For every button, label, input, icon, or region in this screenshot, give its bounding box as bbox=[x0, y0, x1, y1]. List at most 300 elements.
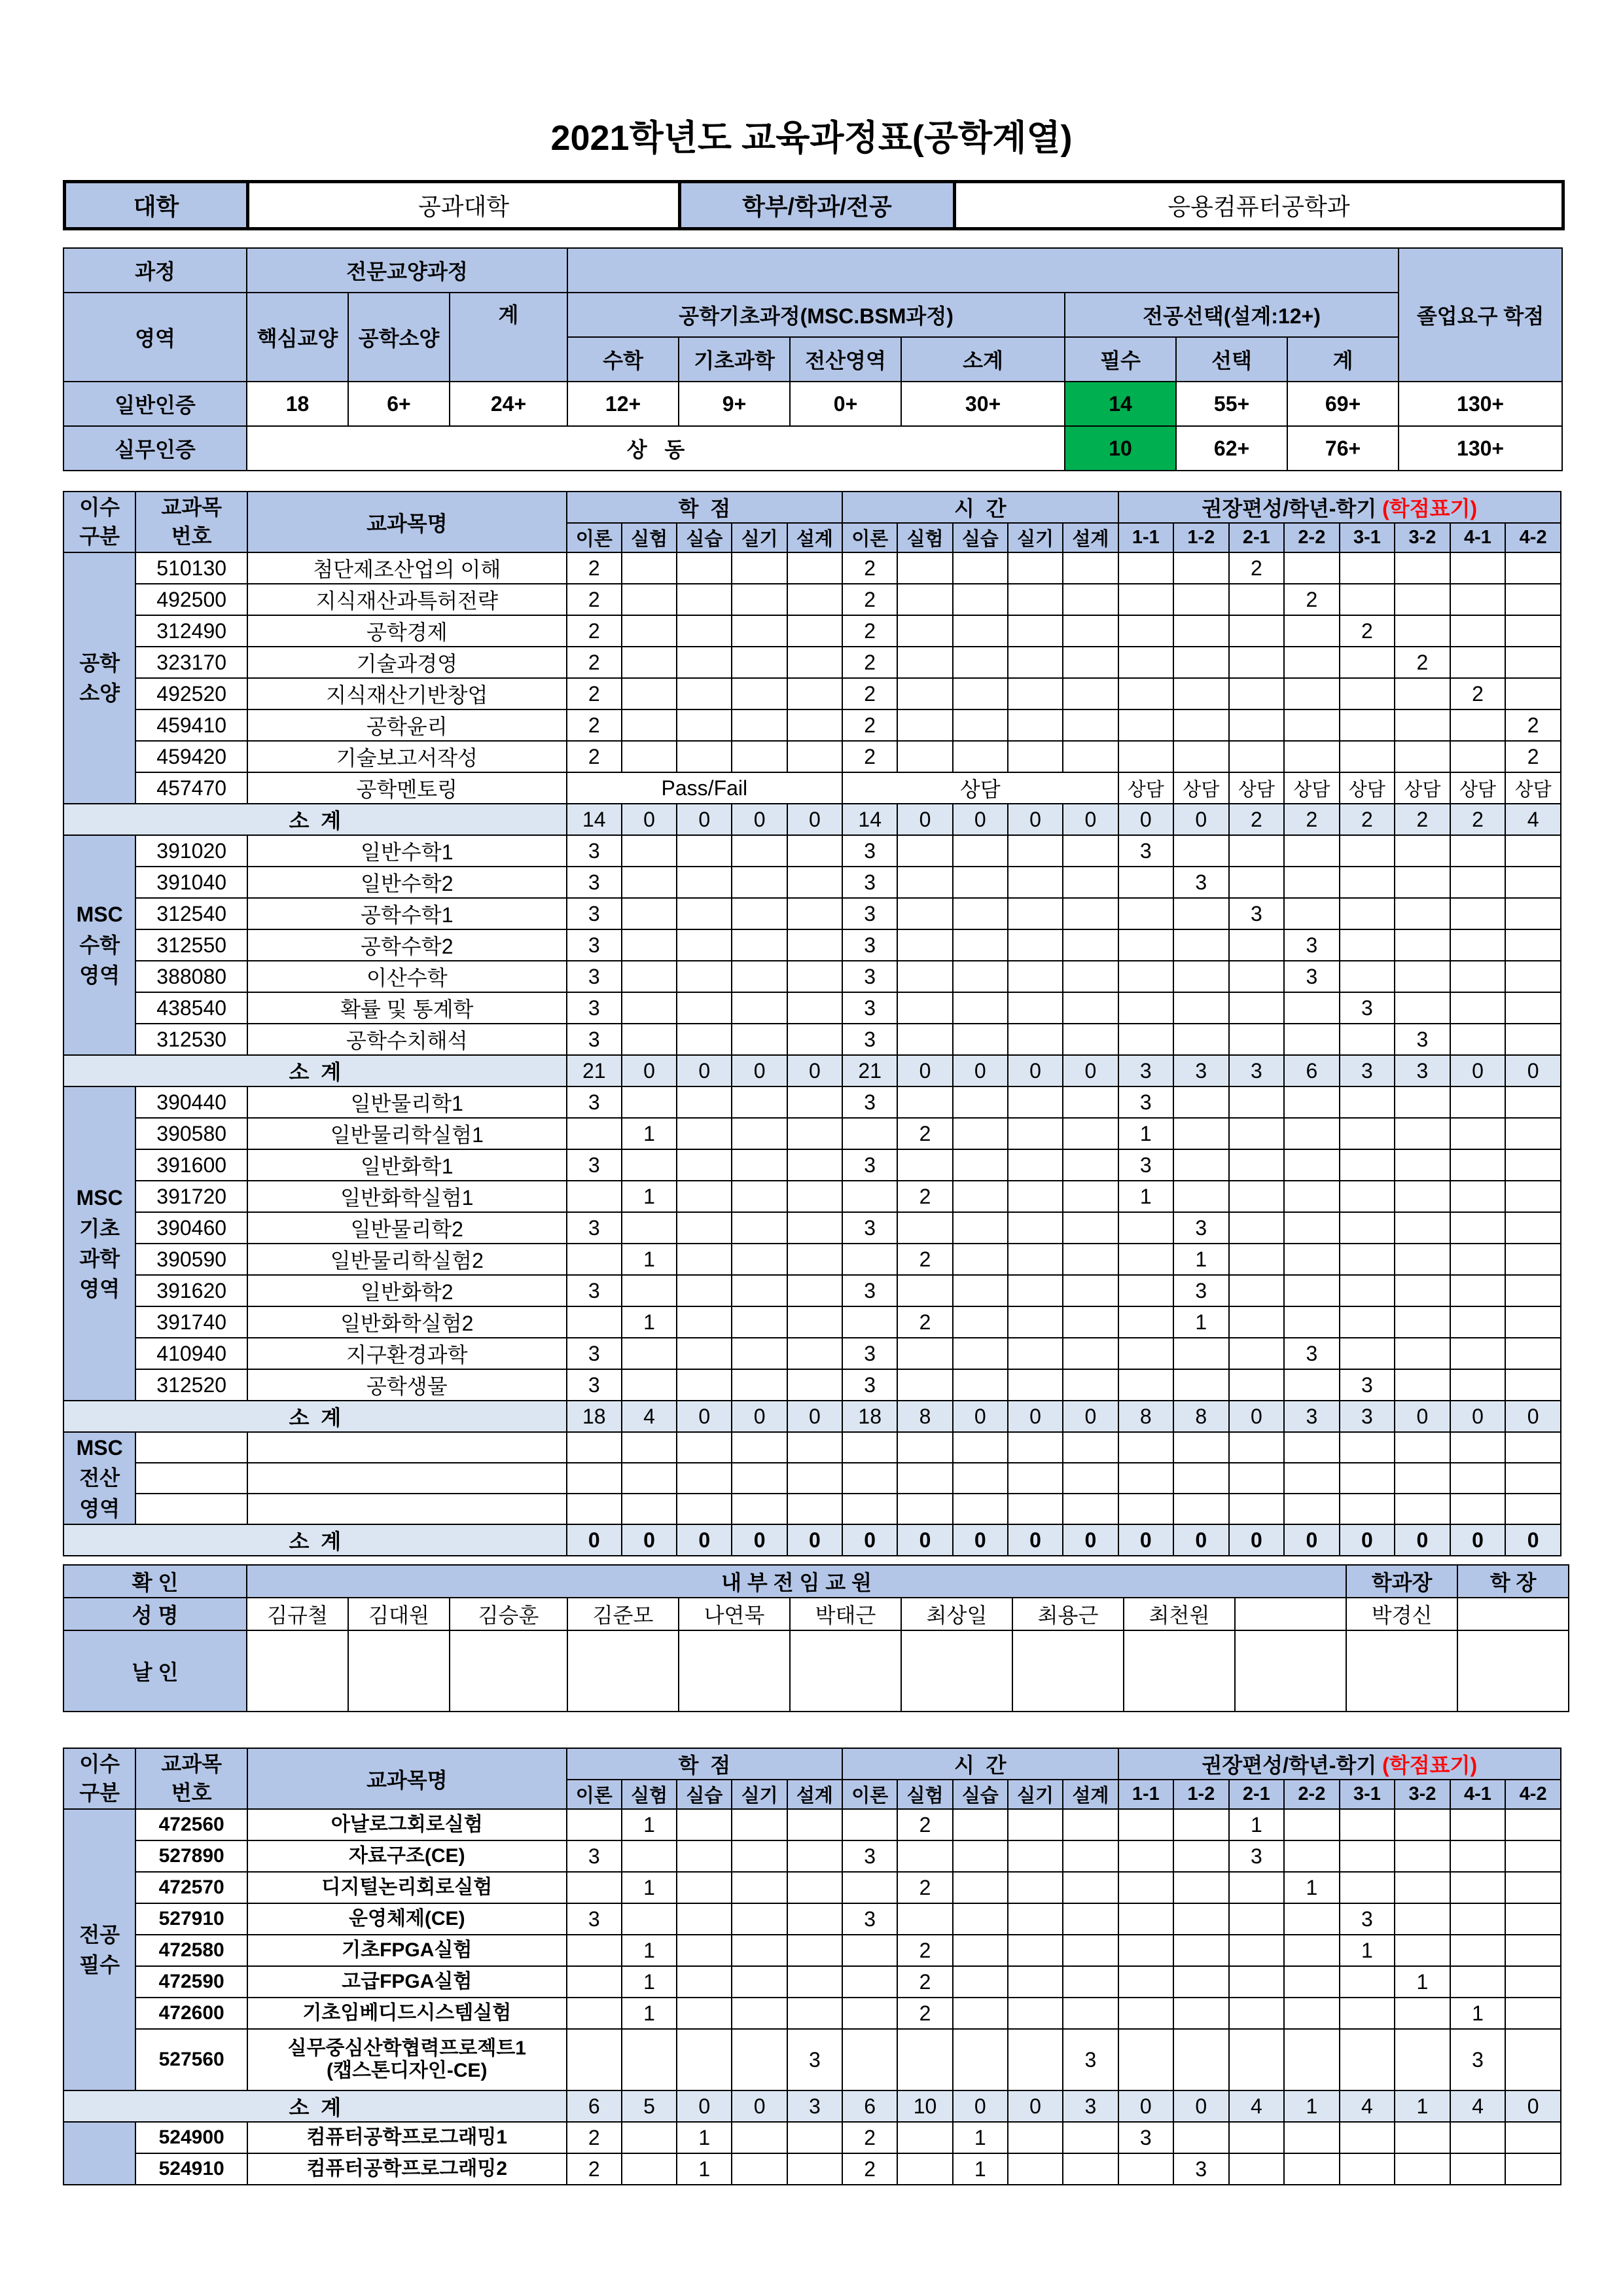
value-cell: 1 bbox=[622, 1935, 677, 1966]
value-cell bbox=[1395, 2122, 1450, 2153]
value-cell: 3 bbox=[1340, 1903, 1395, 1935]
value-cell bbox=[1340, 898, 1395, 929]
value-cell bbox=[677, 867, 732, 898]
value-cell: 1 bbox=[953, 2122, 1008, 2153]
value-cell bbox=[1063, 1086, 1118, 1118]
value-cell bbox=[1395, 741, 1450, 772]
value-cell bbox=[622, 741, 677, 772]
value-cell bbox=[1229, 615, 1285, 647]
h-col: 이론 bbox=[567, 523, 622, 552]
subtotal-cell: 0 bbox=[897, 1055, 952, 1086]
value-cell: 3 bbox=[842, 835, 897, 867]
value-cell bbox=[787, 929, 842, 961]
h-course: 과정 bbox=[63, 248, 247, 293]
subtotal-cell: 0 bbox=[622, 1055, 677, 1086]
value-cell bbox=[787, 709, 842, 741]
value-cell bbox=[953, 867, 1008, 898]
value-cell bbox=[1284, 552, 1340, 584]
h-col: 이론 bbox=[842, 1780, 897, 1809]
value-cell: 3 bbox=[567, 1275, 622, 1306]
signer-seal[interactable] bbox=[247, 1630, 348, 1712]
h-empty bbox=[567, 248, 1399, 293]
value-cell bbox=[787, 678, 842, 709]
empty-cell bbox=[1340, 1463, 1395, 1494]
empty-cell bbox=[787, 1432, 842, 1463]
value-cell bbox=[1284, 1306, 1340, 1338]
summary-row-practical bbox=[63, 426, 1562, 471]
value-cell bbox=[897, 835, 952, 867]
course-name: 지식재산기반창업 bbox=[247, 678, 567, 709]
value-cell bbox=[1284, 867, 1340, 898]
value-cell bbox=[1284, 1903, 1340, 1935]
value-cell bbox=[787, 1024, 842, 1055]
subtotal-label: 소 계 bbox=[63, 2090, 567, 2122]
empty-cell bbox=[1505, 1432, 1561, 1463]
value-cell bbox=[1173, 615, 1229, 647]
signer-name: 김대원 bbox=[348, 1598, 450, 1630]
value-cell bbox=[1505, 1998, 1561, 2029]
group-label: 전공 필수 bbox=[63, 1809, 135, 2090]
subtotal-cell: 0 bbox=[1450, 1524, 1506, 1556]
subtotal-cell: 0 bbox=[567, 1524, 622, 1556]
value-cell bbox=[1063, 1118, 1118, 1149]
value-cell bbox=[953, 961, 1008, 992]
value-cell bbox=[1118, 584, 1174, 615]
value-cell bbox=[732, 2029, 787, 2090]
h-col: 실기 bbox=[1008, 523, 1063, 552]
empty-cell bbox=[567, 1463, 622, 1494]
value-cell bbox=[1340, 552, 1395, 584]
h-col: 이론 bbox=[842, 523, 897, 552]
credit-cell: Pass/Fail bbox=[567, 772, 842, 804]
value-cell bbox=[1118, 647, 1174, 678]
value-cell: 2 bbox=[897, 1244, 952, 1275]
value-cell bbox=[1118, 1306, 1174, 1338]
value-cell: 3 bbox=[1063, 2029, 1118, 2090]
value-cell bbox=[842, 1118, 897, 1149]
value-cell bbox=[1395, 552, 1450, 584]
signer-name: 김승훈 bbox=[450, 1598, 567, 1630]
empty-cell bbox=[1118, 1463, 1174, 1494]
table-row bbox=[63, 1432, 1561, 1463]
h-name: 교과목명 bbox=[247, 492, 567, 552]
empty-cell bbox=[897, 1463, 952, 1494]
course-name: 지구환경과학 bbox=[247, 1338, 567, 1369]
empty-cell bbox=[1063, 1494, 1118, 1524]
value-cell bbox=[732, 1086, 787, 1118]
empty-cell bbox=[897, 1432, 952, 1463]
value-cell bbox=[677, 709, 732, 741]
value-cell bbox=[787, 647, 842, 678]
course-name: 일반물리학2 bbox=[247, 1212, 567, 1244]
term-cell: 상담 bbox=[1118, 772, 1174, 804]
value-cell: 2 bbox=[842, 615, 897, 647]
value-cell bbox=[1173, 898, 1229, 929]
value-cell bbox=[1063, 1840, 1118, 1872]
value-cell bbox=[1395, 1809, 1450, 1840]
value-cell bbox=[732, 1275, 787, 1306]
value-cell bbox=[732, 961, 787, 992]
course-name: 공학수치해석 bbox=[247, 1024, 567, 1055]
value-cell bbox=[622, 1275, 677, 1306]
subtotal-cell: 0 bbox=[1063, 1524, 1118, 1556]
value-cell bbox=[732, 709, 787, 741]
value-cell: 3 bbox=[1340, 992, 1395, 1024]
h-computing: 전산영역 bbox=[790, 337, 901, 382]
value-cell bbox=[1118, 1275, 1174, 1306]
value-cell bbox=[897, 678, 952, 709]
signer-seal[interactable] bbox=[790, 1630, 901, 1712]
dept-value: 응용컴퓨터공학과 bbox=[955, 182, 1563, 229]
empty-cell bbox=[1229, 1494, 1285, 1524]
value-cell bbox=[1118, 992, 1174, 1024]
value-cell bbox=[1284, 647, 1340, 678]
empty-cell bbox=[1505, 1463, 1561, 1494]
value-cell bbox=[677, 1306, 732, 1338]
value-cell bbox=[953, 2029, 1008, 2090]
value-cell bbox=[1063, 709, 1118, 741]
value-cell bbox=[1229, 992, 1285, 1024]
value-cell bbox=[1063, 1809, 1118, 1840]
value-cell: 3 bbox=[567, 929, 622, 961]
value-cell bbox=[1229, 584, 1285, 615]
value-cell bbox=[677, 552, 732, 584]
value-cell bbox=[622, 2122, 677, 2153]
subtotal-cell: 2 bbox=[1450, 804, 1506, 835]
value-cell bbox=[1229, 1338, 1285, 1369]
subtotal-cell: 0 bbox=[787, 1055, 842, 1086]
course-code: 527560 bbox=[135, 2029, 247, 2090]
value-cell bbox=[842, 1181, 897, 1212]
signer-seal[interactable] bbox=[567, 1630, 679, 1712]
subtotal-cell: 6 bbox=[567, 2090, 622, 2122]
value-cell: 2 bbox=[567, 2153, 622, 2185]
value-cell bbox=[787, 992, 842, 1024]
value-cell bbox=[897, 1338, 952, 1369]
table-row bbox=[63, 552, 1561, 584]
value-cell bbox=[1118, 741, 1174, 772]
h-col: 실습 bbox=[677, 523, 732, 552]
empty-cell bbox=[677, 1432, 732, 1463]
value-cell bbox=[1450, 1872, 1506, 1903]
subtotal-cell: 0 bbox=[953, 2090, 1008, 2122]
value-cell bbox=[1008, 1181, 1063, 1212]
value-cell: 1 bbox=[1118, 1118, 1174, 1149]
h-col: 실습 bbox=[953, 1780, 1008, 1809]
table-row bbox=[63, 2153, 1561, 2185]
value-cell bbox=[1450, 1086, 1506, 1118]
summary-cell: 130+ bbox=[1399, 426, 1562, 471]
table-row bbox=[63, 1086, 1561, 1118]
value-cell bbox=[1118, 1338, 1174, 1369]
value-cell bbox=[1063, 961, 1118, 992]
value-cell: 1 bbox=[622, 1966, 677, 1998]
subtotal-cell: 3 bbox=[1118, 1055, 1174, 1086]
value-cell bbox=[732, 1966, 787, 1998]
value-cell bbox=[1340, 1275, 1395, 1306]
value-cell bbox=[1505, 1086, 1561, 1118]
value-cell bbox=[953, 898, 1008, 929]
empty-cell bbox=[842, 1432, 897, 1463]
value-cell bbox=[1340, 929, 1395, 961]
course-name: 확률 및 통계학 bbox=[247, 992, 567, 1024]
signer-seal[interactable] bbox=[1235, 1630, 1346, 1712]
value-cell: 3 bbox=[567, 1840, 622, 1872]
confirm-internal: 내 부 전 임 교 원 bbox=[247, 1565, 1346, 1598]
value-cell bbox=[1395, 961, 1450, 992]
value-cell bbox=[1173, 1149, 1229, 1181]
value-cell bbox=[897, 867, 952, 898]
subtotal-row bbox=[63, 1524, 1561, 1556]
course-code: 391620 bbox=[135, 1275, 247, 1306]
value-cell bbox=[1008, 1306, 1063, 1338]
value-cell bbox=[622, 961, 677, 992]
value-cell bbox=[1008, 1966, 1063, 1998]
value-cell bbox=[567, 1966, 622, 1998]
value-cell bbox=[1063, 1275, 1118, 1306]
signer-seal[interactable] bbox=[901, 1630, 1012, 1712]
value-cell bbox=[1395, 1275, 1450, 1306]
value-cell bbox=[1118, 1244, 1174, 1275]
subtotal-cell: 0 bbox=[1063, 804, 1118, 835]
value-cell bbox=[1450, 992, 1506, 1024]
value-cell bbox=[1229, 1306, 1285, 1338]
value-cell bbox=[1118, 1369, 1174, 1401]
value-cell bbox=[1340, 961, 1395, 992]
empty-cell bbox=[622, 1432, 677, 1463]
signer-seal[interactable] bbox=[1124, 1630, 1235, 1712]
value-cell bbox=[1008, 1935, 1063, 1966]
empty-cell bbox=[677, 1463, 732, 1494]
summary-row-general bbox=[63, 382, 1562, 426]
course-code: 390440 bbox=[135, 1086, 247, 1118]
value-cell bbox=[1395, 584, 1450, 615]
signer-seal[interactable] bbox=[1346, 1630, 1457, 1712]
empty-cell bbox=[1008, 1494, 1063, 1524]
empty-cell bbox=[1450, 1494, 1506, 1524]
value-cell: 3 bbox=[842, 1212, 897, 1244]
subtotal-cell: 0 bbox=[1063, 1055, 1118, 1086]
value-cell: 1 bbox=[1284, 1872, 1340, 1903]
value-cell: 2 bbox=[567, 552, 622, 584]
value-cell bbox=[1118, 867, 1174, 898]
course-code: 390580 bbox=[135, 1118, 247, 1149]
value-cell bbox=[1008, 867, 1063, 898]
value-cell bbox=[1173, 2029, 1229, 2090]
empty-cell bbox=[1229, 1432, 1285, 1463]
subtotal-cell: 0 bbox=[622, 1524, 677, 1556]
value-cell bbox=[1229, 1275, 1285, 1306]
subtotal-cell: 3 bbox=[787, 2090, 842, 2122]
value-cell bbox=[677, 584, 732, 615]
empty-cell bbox=[247, 1463, 567, 1494]
value-cell bbox=[1008, 1024, 1063, 1055]
value-cell bbox=[622, 1840, 677, 1872]
value-cell bbox=[953, 835, 1008, 867]
h-credit: 학 점 bbox=[567, 492, 842, 523]
signer-name: 나연묵 bbox=[679, 1598, 790, 1630]
course-code: 524910 bbox=[135, 2153, 247, 2185]
h-col: 실기 bbox=[732, 523, 787, 552]
value-cell bbox=[1340, 1118, 1395, 1149]
summary-cell: 실무인증 bbox=[63, 426, 247, 471]
subtotal-cell: 4 bbox=[1505, 804, 1561, 835]
value-cell bbox=[732, 615, 787, 647]
value-cell: 2 bbox=[897, 1118, 952, 1149]
h-term: 4-1 bbox=[1450, 1780, 1506, 1809]
value-cell bbox=[1450, 615, 1506, 647]
empty-cell bbox=[787, 1463, 842, 1494]
group-label: MSC 전산 영역 bbox=[63, 1432, 135, 1524]
value-cell bbox=[732, 1118, 787, 1149]
course-name: 컴퓨터공학프로그래밍1 bbox=[247, 2122, 567, 2153]
value-cell bbox=[1229, 929, 1285, 961]
value-cell bbox=[1229, 1872, 1285, 1903]
course-code: 492500 bbox=[135, 584, 247, 615]
value-cell bbox=[787, 1369, 842, 1401]
signer-seal[interactable] bbox=[1012, 1630, 1124, 1712]
table-row bbox=[63, 1494, 1561, 1524]
subtotal-cell: 0 bbox=[1395, 1401, 1450, 1432]
value-cell: 3 bbox=[1229, 898, 1285, 929]
subtotal-cell: 3 bbox=[1063, 2090, 1118, 2122]
value-cell bbox=[1450, 1840, 1506, 1872]
value-cell bbox=[1229, 867, 1285, 898]
value-cell bbox=[732, 835, 787, 867]
empty-cell bbox=[567, 1432, 622, 1463]
value-cell: 2 bbox=[567, 615, 622, 647]
value-cell bbox=[1118, 898, 1174, 929]
value-cell bbox=[1284, 1966, 1340, 1998]
subtotal-cell: 0 bbox=[732, 2090, 787, 2122]
value-cell: 3 bbox=[842, 1369, 897, 1401]
value-cell bbox=[622, 615, 677, 647]
subtotal-cell: 3 bbox=[1173, 1055, 1229, 1086]
value-cell bbox=[953, 647, 1008, 678]
value-cell: 2 bbox=[897, 1966, 952, 1998]
value-cell: 2 bbox=[567, 741, 622, 772]
empty-cell bbox=[677, 1494, 732, 1524]
value-cell: 2 bbox=[567, 647, 622, 678]
course-name: 일반화학실험1 bbox=[247, 1181, 567, 1212]
value-cell bbox=[1008, 709, 1063, 741]
subtotal-cell: 1 bbox=[1395, 2090, 1450, 2122]
value-cell bbox=[1118, 1998, 1174, 2029]
value-cell bbox=[622, 647, 677, 678]
value-cell: 3 bbox=[842, 1840, 897, 1872]
value-cell bbox=[1395, 2153, 1450, 2185]
h-schedule-label: 권장편성/학년-학기 bbox=[1202, 497, 1377, 520]
value-cell bbox=[677, 961, 732, 992]
value-cell bbox=[953, 615, 1008, 647]
signer-seal[interactable] bbox=[348, 1630, 450, 1712]
value-cell bbox=[1173, 584, 1229, 615]
value-cell bbox=[1450, 1181, 1506, 1212]
value-cell bbox=[1505, 867, 1561, 898]
course-code: 391600 bbox=[135, 1149, 247, 1181]
empty-cell bbox=[1284, 1494, 1340, 1524]
value-cell bbox=[1395, 867, 1450, 898]
value-cell bbox=[1008, 1275, 1063, 1306]
course-name: 일반물리학1 bbox=[247, 1086, 567, 1118]
value-cell bbox=[953, 678, 1008, 709]
subtotal-cell: 0 bbox=[787, 1401, 842, 1432]
value-cell bbox=[842, 1306, 897, 1338]
value-cell bbox=[1063, 992, 1118, 1024]
empty-cell bbox=[1450, 1463, 1506, 1494]
course-code: 527910 bbox=[135, 1903, 247, 1935]
value-cell bbox=[567, 2029, 622, 2090]
value-cell bbox=[1284, 992, 1340, 1024]
value-cell: 3 bbox=[1284, 929, 1340, 961]
course-code: 457470 bbox=[135, 772, 247, 804]
value-cell bbox=[1063, 741, 1118, 772]
course-code: 472600 bbox=[135, 1998, 247, 2029]
table-row bbox=[63, 1840, 1561, 1872]
subtotal-row bbox=[63, 804, 1561, 835]
empty-cell bbox=[1395, 1463, 1450, 1494]
value-cell bbox=[1063, 647, 1118, 678]
value-cell bbox=[1173, 1935, 1229, 1966]
signer-seal[interactable] bbox=[679, 1630, 790, 1712]
value-cell bbox=[1395, 1118, 1450, 1149]
value-cell bbox=[677, 678, 732, 709]
summary-cell: 55+ bbox=[1176, 382, 1287, 426]
value-cell bbox=[622, 584, 677, 615]
value-cell bbox=[1118, 1903, 1174, 1935]
value-cell bbox=[1229, 678, 1285, 709]
course-code: 472570 bbox=[135, 1872, 247, 1903]
value-cell bbox=[1284, 678, 1340, 709]
value-cell: 3 bbox=[1284, 961, 1340, 992]
value-cell bbox=[677, 1872, 732, 1903]
subtotal-cell: 0 bbox=[953, 1055, 1008, 1086]
value-cell bbox=[677, 1181, 732, 1212]
subtotal-cell: 0 bbox=[677, 1524, 732, 1556]
course-code: 390460 bbox=[135, 1212, 247, 1244]
value-cell bbox=[1284, 1998, 1340, 2029]
h-col: 설계 bbox=[1063, 523, 1118, 552]
signer-seal[interactable] bbox=[1457, 1630, 1569, 1712]
term-cell: 상담 bbox=[1450, 772, 1506, 804]
value-cell bbox=[567, 1118, 622, 1149]
subtotal-cell: 4 bbox=[1229, 2090, 1285, 2122]
value-cell bbox=[1173, 741, 1229, 772]
value-cell bbox=[787, 835, 842, 867]
value-cell bbox=[953, 1149, 1008, 1181]
course-code: 391720 bbox=[135, 1181, 247, 1212]
subtotal-cell: 8 bbox=[897, 1401, 952, 1432]
course-name: 고급FPGA실험 bbox=[247, 1966, 567, 1998]
h-hours: 시 간 bbox=[842, 492, 1118, 523]
value-cell: 3 bbox=[842, 898, 897, 929]
value-cell bbox=[1008, 2122, 1063, 2153]
value-cell bbox=[897, 1024, 952, 1055]
value-cell bbox=[1340, 1966, 1395, 1998]
subtotal-cell: 0 bbox=[953, 804, 1008, 835]
value-cell bbox=[622, 1212, 677, 1244]
subtotal-cell: 14 bbox=[842, 804, 897, 835]
h-elective: 선택 bbox=[1176, 337, 1287, 382]
summary-cell: 일반인증 bbox=[63, 382, 247, 426]
signer-seal[interactable] bbox=[450, 1630, 567, 1712]
value-cell bbox=[677, 929, 732, 961]
value-cell bbox=[732, 1809, 787, 1840]
value-cell bbox=[842, 1935, 897, 1966]
signer-name: 최용근 bbox=[1012, 1598, 1124, 1630]
value-cell bbox=[1284, 2029, 1340, 2090]
table-row bbox=[63, 1181, 1561, 1212]
